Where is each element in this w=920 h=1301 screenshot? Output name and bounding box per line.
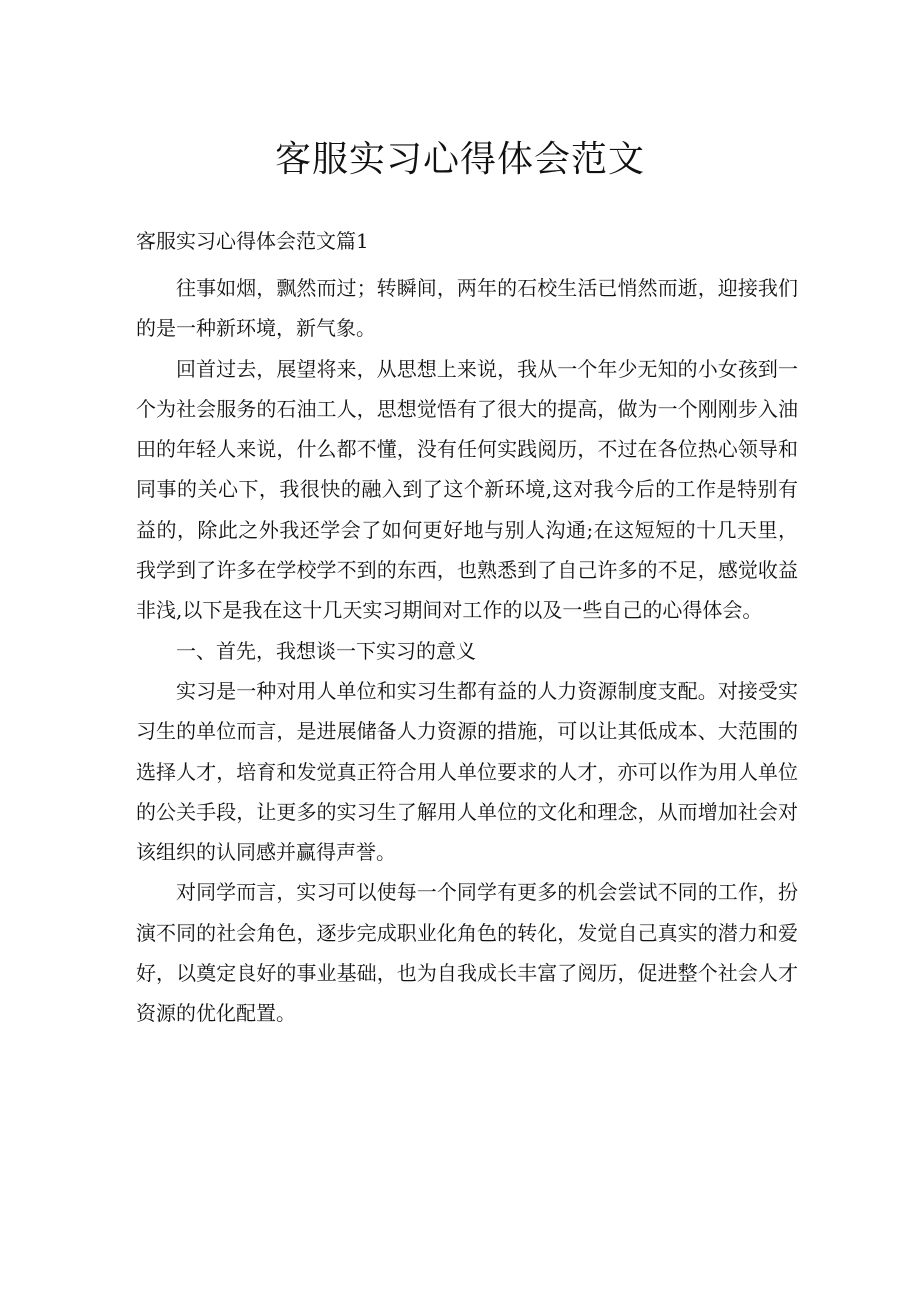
paragraph-intro: 往事如烟，飘然而过；转瞬间，两年的石校生活已悄然而逝，迎接我们的是一种新环境，新气象。: [136, 276, 798, 341]
paragraph-internship-meaning: 实习是一种对用人单位和实习生都有益的人力资源制度支配。对接受实习生的单位而言，是进展储备人力资源的措施，可以让其低成本、大范围的选择人才，培育和发觉真正符合用人单位要求的人才，亦可以作为用人单位的公关手段，让更多的实习生了解用人单位的文化和理念，从而增加社会对该组织的认同感并赢得声誉。: [136, 678, 798, 865]
paragraph-student-benefit: 对同学而言，实习可以使每一个同学有更多的机会尝试不同的工作，扮演不同的社会角色，逐步完成职业化角色的转化，发觉自己真实的潜力和爱好，以奠定良好的事业基础，也为自我成长丰富了阅历，促进整个社会人才资源的优化配置。: [136, 880, 798, 1026]
section-heading: 客服实习心得体会范文篇1: [136, 229, 369, 253]
paragraph-reflection: 回首过去，展望将来，从思想上来说，我从一个年少无知的小女孩到一个为社会服务的石油工人，思想觉悟有了很大的提高，做为一个刚刚步入油田的年轻人来说，什么都不懂，没有任何实践阅历，不过在各位热心领导和同事的关心下，我很快的融入到了这个新环境,这对我今后的工作是特别有益的，除此之外我还学会了如何更好地与别人沟通;在这短短的十几天里，我学到了许多在学校学不到的东西，也熟悉到了自己许多的不足，感觉收益非浅,以下是我在这十几天实习期间对工作的以及一些自己的心得体会。: [136, 356, 798, 623]
paragraph-subheading: 一、首先，我想谈一下实习的意义: [176, 638, 476, 663]
document-title: 客服实习心得体会范文: [274, 139, 645, 180]
document-body: [136, 268, 798, 1034]
